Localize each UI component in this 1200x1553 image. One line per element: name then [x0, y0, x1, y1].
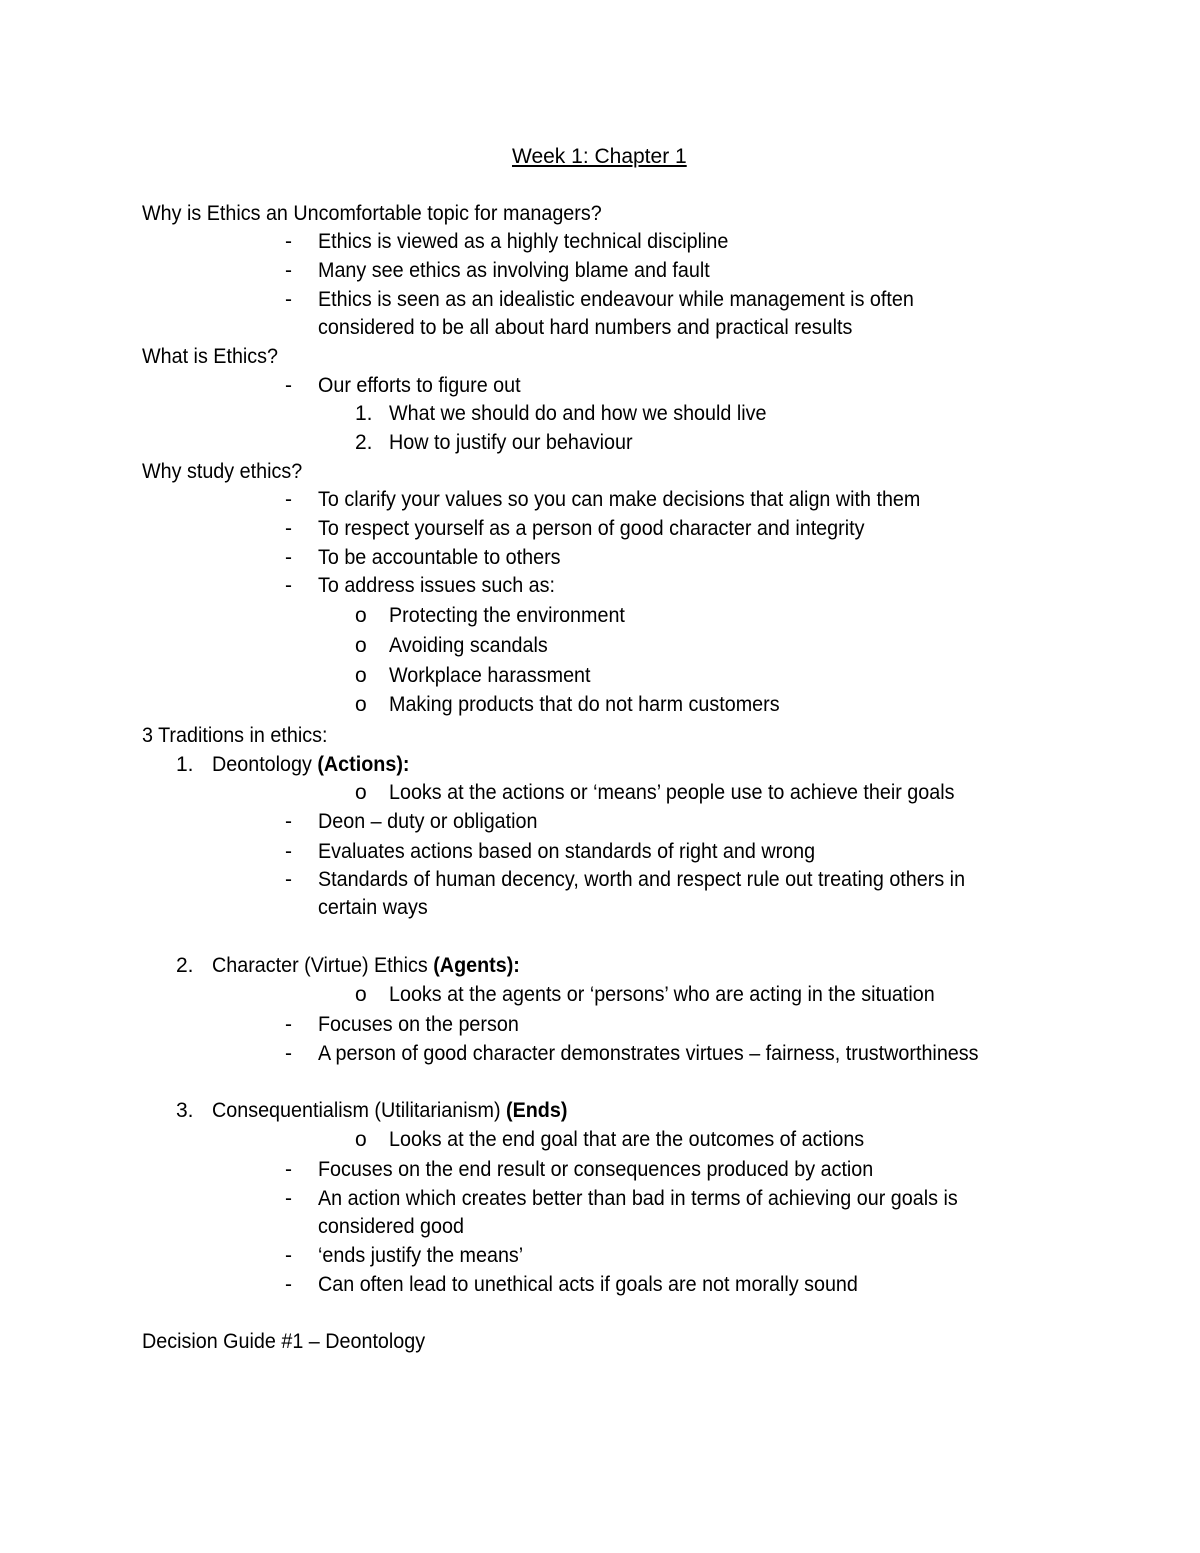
- tradition-tag: (Ends): [505, 1099, 568, 1122]
- dash-marker: -: [285, 374, 292, 397]
- bullet-item: An action which creates better than bad in terms of achieving our goals is: [318, 1187, 958, 1210]
- dash-marker: -: [285, 1013, 292, 1036]
- bullet-item: ‘ends justify the means’: [318, 1244, 524, 1267]
- bullet-item-continuation: considered good: [318, 1215, 464, 1238]
- bullet-item-continuation: considered to be all about hard numbers and practical results: [318, 316, 853, 339]
- circle-marker: o: [355, 604, 367, 627]
- bullet-item: To be accountable to others: [318, 546, 561, 569]
- circle-marker: o: [355, 664, 367, 687]
- sub-bullet-item: Making products that do not harm customers: [389, 693, 780, 716]
- dash-marker: -: [285, 1187, 292, 1210]
- circle-marker: o: [355, 1128, 367, 1151]
- section-heading-why-study: Why study ethics?: [142, 460, 303, 483]
- list-number: 1.: [176, 753, 194, 776]
- section-heading-traditions: 3 Traditions in ethics:: [142, 724, 328, 747]
- tradition-heading-character: [212, 952, 520, 980]
- sub-bullet-item: Workplace harassment: [389, 664, 591, 687]
- dash-marker: -: [285, 259, 292, 282]
- bullet-item: Focuses on the person: [318, 1013, 519, 1036]
- numbered-item: How to justify our behaviour: [389, 431, 633, 454]
- tradition-heading-deontology: [212, 751, 409, 779]
- bullet-item: Deon – duty or obligation: [318, 810, 538, 833]
- bullet-item: Focuses on the end result or consequences produced by action: [318, 1158, 874, 1181]
- sub-bullet-item: Protecting the environment: [389, 604, 625, 627]
- dash-marker: -: [285, 1042, 292, 1065]
- dash-marker: -: [285, 517, 292, 540]
- tradition-name: Consequentialism (Utilitarianism): [212, 1099, 506, 1122]
- dash-marker: -: [285, 230, 292, 253]
- section-heading-what-is: What is Ethics?: [142, 345, 279, 368]
- circle-marker: o: [355, 781, 367, 804]
- section-heading-uncomfortable: Why is Ethics an Uncomfortable topic for managers?: [142, 202, 602, 225]
- bullet-item: To address issues such as:: [318, 574, 555, 597]
- list-number: 2.: [355, 431, 373, 454]
- dash-marker: -: [285, 810, 292, 833]
- sub-bullet-item: Looks at the actions or ‘means’ people use to achieve their goals: [389, 781, 955, 804]
- numbered-item: What we should do and how we should live: [389, 402, 767, 425]
- circle-marker: o: [355, 983, 367, 1006]
- tradition-tag: (Agents):: [433, 954, 520, 977]
- dash-marker: -: [285, 1158, 292, 1181]
- dash-marker: -: [285, 868, 292, 891]
- tradition-name: Character (Virtue) Ethics: [212, 954, 434, 977]
- bullet-item: Standards of human decency, worth and respect rule out treating others in: [318, 868, 966, 891]
- page-title: Week 1: Chapter 1: [512, 145, 687, 168]
- sub-bullet-item: Looks at the end goal that are the outcomes of actions: [389, 1128, 865, 1151]
- dash-marker: -: [285, 574, 292, 597]
- bullet-item: A person of good character demonstrates virtues – fairness, trustworthiness: [318, 1042, 979, 1065]
- list-number: 1.: [355, 402, 373, 425]
- dash-marker: -: [285, 546, 292, 569]
- list-number: 3.: [176, 1099, 194, 1122]
- bullet-item: To clarify your values so you can make decisions that align with them: [318, 488, 921, 511]
- dash-marker: -: [285, 1273, 292, 1296]
- dash-marker: -: [285, 840, 292, 863]
- circle-marker: o: [355, 634, 367, 657]
- dash-marker: -: [285, 1244, 292, 1267]
- bullet-item: Ethics is seen as an idealistic endeavour while management is often: [318, 288, 914, 311]
- bullet-item: Our efforts to figure out: [318, 374, 521, 397]
- tradition-tag: (Actions):: [317, 753, 410, 776]
- bullet-item: Ethics is viewed as a highly technical discipline: [318, 230, 729, 253]
- bullet-item: To respect yourself as a person of good character and integrity: [318, 517, 865, 540]
- tradition-heading-consequentialism: [212, 1097, 567, 1125]
- bullet-item: Evaluates actions based on standards of right and wrong: [318, 840, 816, 863]
- sub-bullet-item: Looks at the agents or ‘persons’ who are acting in the situation: [389, 983, 935, 1006]
- bullet-item: Many see ethics as involving blame and fault: [318, 259, 710, 282]
- tradition-name: Deontology: [212, 753, 318, 776]
- sub-bullet-item: Avoiding scandals: [389, 634, 548, 657]
- dash-marker: -: [285, 488, 292, 511]
- decision-guide-heading: Decision Guide #1 – Deontology: [142, 1330, 426, 1353]
- list-number: 2.: [176, 954, 194, 977]
- dash-marker: -: [285, 288, 292, 311]
- bullet-item-continuation: certain ways: [318, 896, 428, 919]
- circle-marker: o: [355, 693, 367, 716]
- bullet-item: Can often lead to unethical acts if goals are not morally sound: [318, 1273, 858, 1296]
